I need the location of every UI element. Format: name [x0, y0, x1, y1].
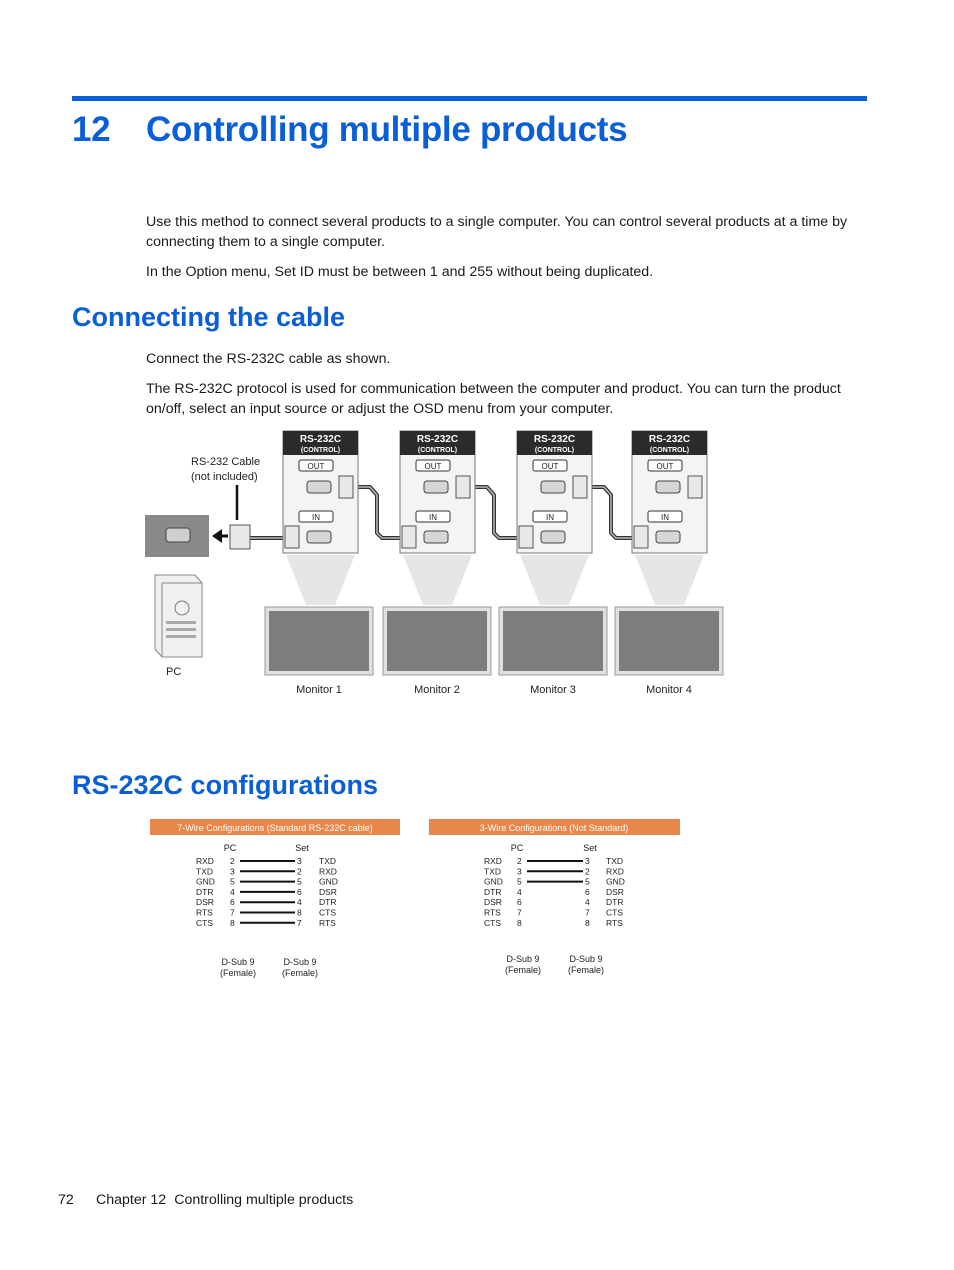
section-heading-rs232c-configurations: RS-232C configurations	[72, 770, 379, 800]
right-signal: DTR	[319, 897, 337, 908]
projection-shade	[635, 555, 704, 605]
three-wire-connector-left-1: D-Sub 9	[506, 954, 540, 964]
cable-label-line-2: (not included)	[191, 471, 258, 483]
section-heading-connecting-cable: Connecting the cable	[72, 302, 346, 332]
projection-shade	[520, 555, 589, 605]
intro-paragraph-2: In the Option menu, Set ID must be between 1 and 255 without being duplicated.	[146, 264, 654, 280]
seven-wire-configuration	[148, 817, 404, 987]
panel-subtitle: (CONTROL)	[649, 447, 690, 454]
seven-wire-connector-right-2: (Female)	[281, 968, 319, 978]
left-pin: 5	[230, 876, 235, 887]
monitor-label: Monitor 4	[646, 684, 692, 696]
pc-label: PC	[166, 666, 182, 678]
monitor-screen	[503, 611, 603, 671]
wire-row	[484, 887, 624, 897]
monitor-label: Monitor 3	[530, 684, 576, 696]
left-pin: 6	[517, 897, 522, 908]
left-signal: CTS	[196, 917, 213, 928]
left-pin: 8	[230, 917, 235, 928]
projection-shade	[286, 555, 355, 605]
left-pin: 8	[517, 917, 522, 928]
connection-diagram	[140, 425, 730, 700]
in-label: IN	[312, 513, 320, 522]
panel-title: RS-232C	[416, 434, 459, 445]
seven-wire-set-header: Set	[295, 843, 309, 853]
right-signal: DTR	[606, 897, 624, 908]
in-port	[656, 531, 680, 543]
pc-cable-plug	[230, 525, 250, 549]
right-signal: DSR	[606, 886, 624, 897]
left-pin: 5	[517, 876, 522, 887]
right-signal: TXD	[606, 856, 623, 866]
right-pin: 4	[585, 897, 590, 908]
chapter-top-rule	[72, 96, 867, 101]
panel-subtitle: (CONTROL)	[417, 447, 458, 454]
right-pin: 6	[585, 886, 590, 897]
right-pin: 8	[297, 907, 302, 918]
left-signal: CTS	[484, 917, 501, 928]
control-panel-1	[283, 431, 358, 605]
page-footer	[58, 1192, 353, 1208]
three-wire-title: 3-Wire Configurations (Not Standard)	[479, 823, 629, 833]
out-label: OUT	[541, 462, 559, 471]
right-signal: CTS	[606, 907, 623, 918]
left-signal: GND	[484, 876, 503, 887]
left-pin: 2	[230, 856, 235, 866]
left-signal: RXD	[196, 856, 214, 866]
left-pin: 4	[230, 886, 235, 897]
left-signal: DSR	[196, 897, 214, 908]
monitor-label: Monitor 1	[296, 684, 342, 696]
right-pin: 3	[297, 856, 302, 866]
arrow-left-icon	[212, 529, 222, 543]
in-cable-plug	[519, 526, 533, 548]
chapter-number: 12	[72, 110, 111, 149]
three-wire-connector-right-1: D-Sub 9	[569, 954, 603, 964]
chapter-title-text: Controlling multiple products	[146, 110, 628, 149]
cable-paragraph-2: The RS-232C protocol is used for communication between the computer and product. You can turn the product on/off, select an input source or adjust the OSD menu from your computer.	[146, 381, 841, 417]
monitor-1	[265, 607, 373, 696]
in-port	[424, 531, 448, 543]
panel-subtitle: (CONTROL)	[300, 447, 341, 454]
panel-title: RS-232C	[299, 434, 342, 445]
left-pin: 3	[230, 866, 235, 877]
right-signal: GND	[319, 876, 338, 887]
seven-wire-connector-right-1: D-Sub 9	[283, 957, 317, 967]
in-cable-plug	[634, 526, 648, 548]
seven-wire-connector-left-2: (Female)	[219, 968, 257, 978]
wire-row	[484, 897, 623, 907]
in-port	[541, 531, 565, 543]
out-port	[656, 481, 680, 493]
monitor-4	[615, 607, 723, 696]
wire-row	[484, 918, 623, 928]
monitor-screen	[619, 611, 719, 671]
right-pin: 7	[585, 907, 590, 918]
right-signal: RXD	[606, 866, 624, 877]
monitor-2	[383, 607, 491, 696]
right-pin: 2	[585, 866, 590, 877]
in-cable-plug	[285, 526, 299, 548]
out-cable-plug	[573, 476, 587, 498]
wire-row	[196, 908, 336, 918]
panel-title: RS-232C	[648, 434, 691, 445]
out-label: OUT	[307, 462, 325, 471]
page-number: 72	[58, 1192, 74, 1208]
three-wire-configuration	[426, 817, 684, 987]
out-cable-plug	[688, 476, 702, 498]
right-signal: RTS	[606, 917, 623, 928]
out-cable-plug	[339, 476, 353, 498]
right-pin: 5	[585, 876, 590, 887]
right-pin: 3	[585, 856, 590, 866]
monitor-screen	[387, 611, 487, 671]
out-label: OUT	[656, 462, 674, 471]
left-signal: RTS	[484, 907, 501, 918]
right-signal: TXD	[319, 856, 336, 866]
left-signal: TXD	[196, 866, 213, 877]
wire-row	[484, 908, 623, 918]
control-panel-3	[517, 431, 592, 605]
chapter-title	[72, 110, 627, 150]
cable-paragraph-1: Connect the RS-232C cable as shown.	[146, 351, 391, 367]
left-pin: 7	[517, 907, 522, 918]
wire-row	[196, 918, 336, 928]
right-pin: 8	[585, 917, 590, 928]
projection-shade	[403, 555, 472, 605]
pc-serial-port	[166, 528, 190, 542]
left-signal: TXD	[484, 866, 501, 877]
left-pin: 2	[517, 856, 522, 866]
control-panel-4	[632, 431, 707, 605]
left-signal: RXD	[484, 856, 502, 866]
right-pin: 2	[297, 866, 302, 877]
footer-chapter: Chapter 12	[96, 1192, 167, 1208]
seven-wire-title: 7-Wire Configurations (Standard RS-232C cable)	[177, 823, 373, 833]
intro-paragraph-1: Use this method to connect several products to a single computer. You can control several products at a time by connecting them to a single computer.	[146, 214, 848, 250]
right-signal: DSR	[319, 886, 337, 897]
monitor-label: Monitor 2	[414, 684, 460, 696]
right-pin: 7	[297, 917, 302, 928]
footer-title: Controlling multiple products	[174, 1192, 354, 1208]
panel-title: RS-232C	[533, 434, 576, 445]
monitor-screen	[269, 611, 369, 671]
wire-row	[484, 866, 624, 876]
out-port	[541, 481, 565, 493]
in-port	[307, 531, 331, 543]
right-signal: CTS	[319, 907, 336, 918]
in-label: IN	[546, 513, 554, 522]
wire-row	[196, 866, 337, 876]
left-pin: 7	[230, 907, 235, 918]
in-label: IN	[429, 513, 437, 522]
cable-label-line-1: RS-232 Cable	[191, 456, 261, 468]
left-signal: GND	[196, 876, 215, 887]
right-pin: 6	[297, 886, 302, 897]
three-wire-set-header: Set	[583, 843, 597, 853]
in-label: IN	[661, 513, 669, 522]
three-wire-connector-left-2: (Female)	[504, 965, 542, 975]
wire-row	[484, 856, 623, 866]
seven-wire-pc-header: PC	[223, 843, 237, 853]
left-signal: RTS	[196, 907, 213, 918]
wire-row	[196, 877, 338, 887]
wire-row	[484, 877, 625, 887]
in-cable-plug	[402, 526, 416, 548]
three-wire-pc-header: PC	[510, 843, 524, 853]
right-signal: GND	[606, 876, 625, 887]
monitor-3	[499, 607, 607, 696]
three-wire-connector-right-2: (Female)	[567, 965, 605, 975]
left-pin: 4	[517, 886, 522, 897]
pc-tower-icon	[155, 575, 202, 657]
left-pin: 6	[230, 897, 235, 908]
out-label: OUT	[424, 462, 442, 471]
right-signal: RXD	[319, 866, 337, 877]
left-signal: DTR	[196, 886, 214, 897]
out-port	[424, 481, 448, 493]
seven-wire-connector-left-1: D-Sub 9	[221, 957, 255, 967]
right-pin: 4	[297, 897, 302, 908]
wire-row	[196, 887, 337, 897]
wire-row	[196, 897, 336, 907]
panel-subtitle: (CONTROL)	[534, 447, 575, 454]
out-port	[307, 481, 331, 493]
right-pin: 5	[297, 876, 302, 887]
wire-row	[196, 856, 336, 866]
out-cable-plug	[456, 476, 470, 498]
left-signal: DTR	[484, 886, 502, 897]
control-panel-2	[400, 431, 475, 605]
right-signal: RTS	[319, 917, 336, 928]
left-pin: 3	[517, 866, 522, 877]
left-signal: DSR	[484, 897, 502, 908]
